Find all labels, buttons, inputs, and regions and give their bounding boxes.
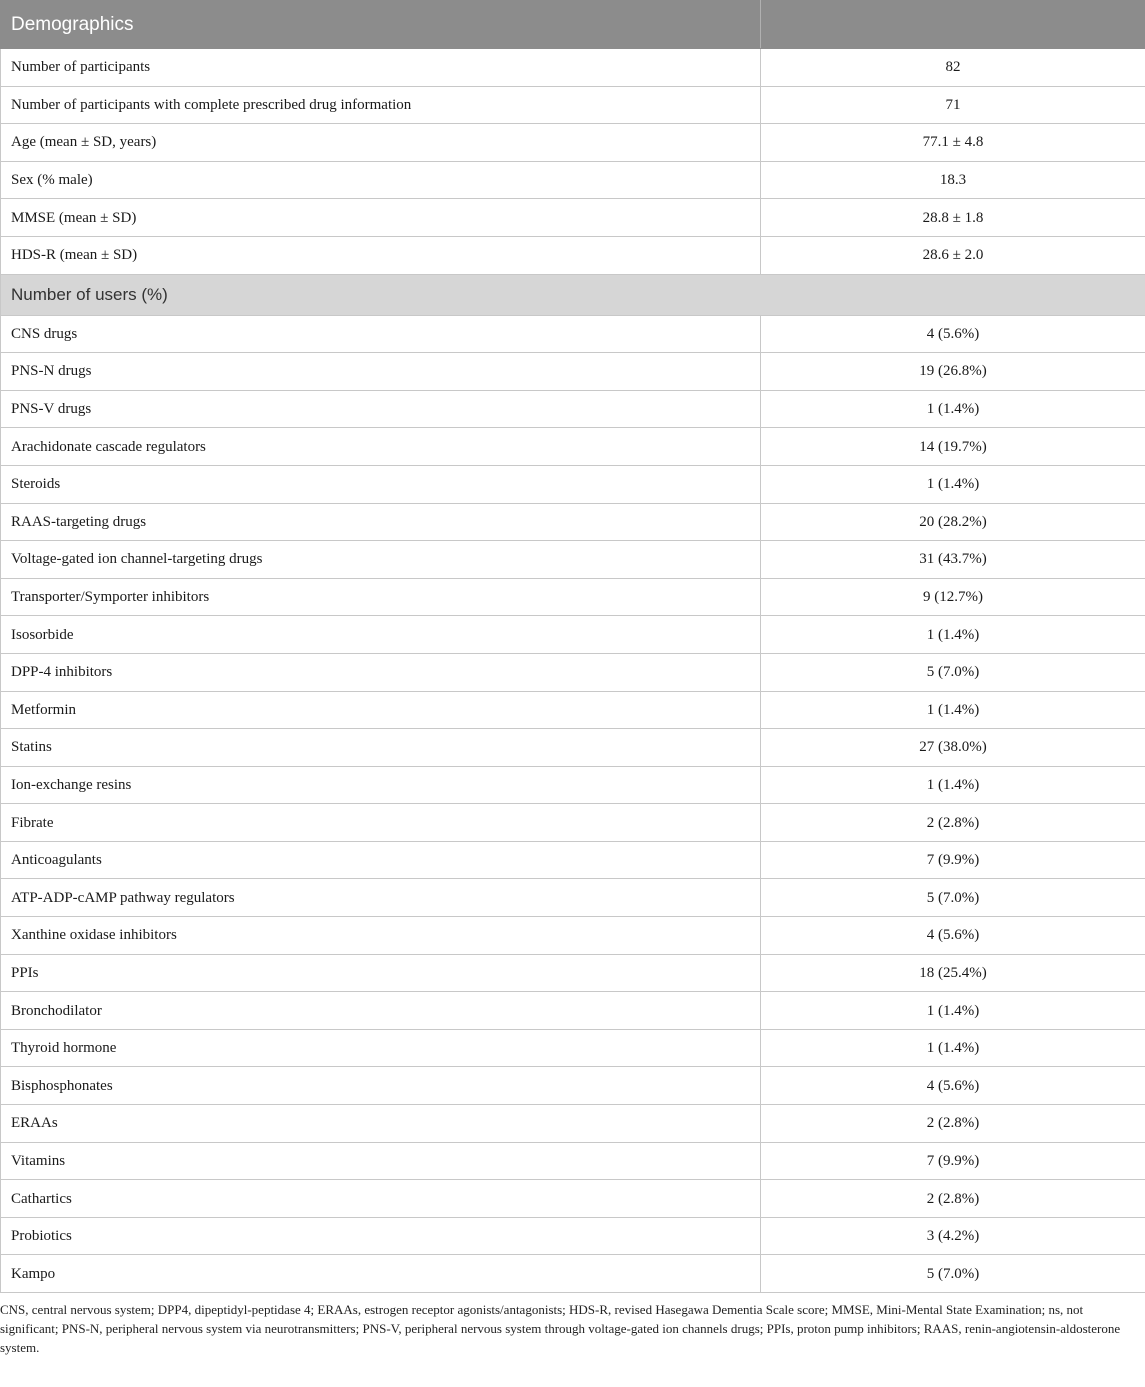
table-row (1, 236, 1145, 274)
table-row (1, 954, 1145, 992)
row-value: 1 (1.4%) (761, 465, 1145, 503)
row-label: ATP-ADP-cAMP pathway regulators (1, 879, 761, 917)
row-label: Number of participants with complete prescribed drug information (1, 86, 761, 124)
row-label: Isosorbide (1, 616, 761, 654)
table-row (1, 161, 1145, 199)
row-value: 14 (19.7%) (761, 428, 1145, 466)
row-value: 1 (1.4%) (761, 992, 1145, 1030)
row-value: 18.3 (761, 161, 1145, 199)
row-value: 1 (1.4%) (761, 766, 1145, 804)
table-header-empty (761, 1, 1145, 49)
row-value: 19 (26.8%) (761, 353, 1145, 391)
row-value: 82 (761, 49, 1145, 87)
row-value: 2 (2.8%) (761, 1105, 1145, 1143)
table-row (1, 86, 1145, 124)
table-header-row (1, 1, 1145, 49)
table-row (1, 992, 1145, 1030)
table-row (1, 804, 1145, 842)
table-row (1, 199, 1145, 237)
row-value: 5 (7.0%) (761, 1255, 1145, 1293)
table-row (1, 49, 1145, 87)
row-label: Statins (1, 729, 761, 767)
table-row (1, 503, 1145, 541)
table-row (1, 428, 1145, 466)
section-title: Number of users (%) (1, 274, 1145, 315)
table-row (1, 653, 1145, 691)
row-value: 4 (5.6%) (761, 1067, 1145, 1105)
row-label: DPP-4 inhibitors (1, 653, 761, 691)
row-value: 2 (2.8%) (761, 1180, 1145, 1218)
table-row (1, 1142, 1145, 1180)
table-row (1, 1255, 1145, 1293)
table-row (1, 841, 1145, 879)
row-label: Xanthine oxidase inhibitors (1, 917, 761, 955)
row-label: CNS drugs (1, 315, 761, 353)
row-label: PNS-V drugs (1, 390, 761, 428)
row-value: 28.6 ± 2.0 (761, 236, 1145, 274)
row-label: Bisphosphonates (1, 1067, 761, 1105)
row-label: Number of participants (1, 49, 761, 87)
row-value: 5 (7.0%) (761, 653, 1145, 691)
table-row (1, 1180, 1145, 1218)
row-value: 28.8 ± 1.8 (761, 199, 1145, 237)
row-value: 1 (1.4%) (761, 691, 1145, 729)
table-row (1, 729, 1145, 767)
row-label: Vitamins (1, 1142, 761, 1180)
row-label: MMSE (mean ± SD) (1, 199, 761, 237)
row-label: Age (mean ± SD, years) (1, 124, 761, 162)
row-label: Steroids (1, 465, 761, 503)
row-label: ERAAs (1, 1105, 761, 1143)
row-label: PNS-N drugs (1, 353, 761, 391)
row-label: Anticoagulants (1, 841, 761, 879)
table-row (1, 315, 1145, 353)
table-row (1, 465, 1145, 503)
row-value: 4 (5.6%) (761, 917, 1145, 955)
row-value: 27 (38.0%) (761, 729, 1145, 767)
table-row (1, 691, 1145, 729)
table-row (1, 1105, 1145, 1143)
table-row (1, 1217, 1145, 1255)
table-row (1, 1029, 1145, 1067)
row-value: 31 (43.7%) (761, 541, 1145, 579)
row-label: Probiotics (1, 1217, 761, 1255)
row-label: RAAS-targeting drugs (1, 503, 761, 541)
table-row (1, 879, 1145, 917)
table-row (1, 1067, 1145, 1105)
section-row (1, 274, 1145, 315)
table-body (1, 1, 1145, 1293)
row-label: Metformin (1, 691, 761, 729)
row-value: 1 (1.4%) (761, 390, 1145, 428)
row-label: Arachidonate cascade regulators (1, 428, 761, 466)
row-value: 2 (2.8%) (761, 804, 1145, 842)
row-value: 7 (9.9%) (761, 1142, 1145, 1180)
row-value: 20 (28.2%) (761, 503, 1145, 541)
row-label: Fibrate (1, 804, 761, 842)
row-label: Sex (% male) (1, 161, 761, 199)
row-label: PPIs (1, 954, 761, 992)
table-row (1, 917, 1145, 955)
row-value: 3 (4.2%) (761, 1217, 1145, 1255)
row-value: 9 (12.7%) (761, 578, 1145, 616)
row-value: 71 (761, 86, 1145, 124)
row-label: HDS-R (mean ± SD) (1, 236, 761, 274)
row-label: Kampo (1, 1255, 761, 1293)
row-value: 77.1 ± 4.8 (761, 124, 1145, 162)
table-row (1, 353, 1145, 391)
table-row (1, 541, 1145, 579)
row-value: 4 (5.6%) (761, 315, 1145, 353)
row-label: Transporter/Symporter inhibitors (1, 578, 761, 616)
row-label: Thyroid hormone (1, 1029, 761, 1067)
table-row (1, 390, 1145, 428)
row-label: Bronchodilator (1, 992, 761, 1030)
table-row (1, 578, 1145, 616)
row-label: Cathartics (1, 1180, 761, 1218)
table-footnote: CNS, central nervous system; DPP4, dipeptidyl-peptidase 4; ERAAs, estrogen receptor agonists/antagonists; HDS-R, revised Hasegawa Dementia Scale score; MMSE, Mini-Mental State Examination; ns, not significant; PNS-N, peripheral nervous system via neurotransmitters; PNS-V, peripheral nervous system through voltage-gated ion channels drugs; PPIs, proton pump inhibitors; RAAS, renin-angiotensin-aldosterone system. (0, 1302, 1121, 1355)
table-row (1, 766, 1145, 804)
table-header-title: Demographics (1, 1, 761, 49)
row-label: Voltage-gated ion channel-targeting drugs (1, 541, 761, 579)
table-row (1, 616, 1145, 654)
row-value: 7 (9.9%) (761, 841, 1145, 879)
row-label: Ion-exchange resins (1, 766, 761, 804)
row-value: 18 (25.4%) (761, 954, 1145, 992)
row-value: 5 (7.0%) (761, 879, 1145, 917)
row-value: 1 (1.4%) (761, 1029, 1145, 1067)
row-value: 1 (1.4%) (761, 616, 1145, 654)
table-row (1, 124, 1145, 162)
